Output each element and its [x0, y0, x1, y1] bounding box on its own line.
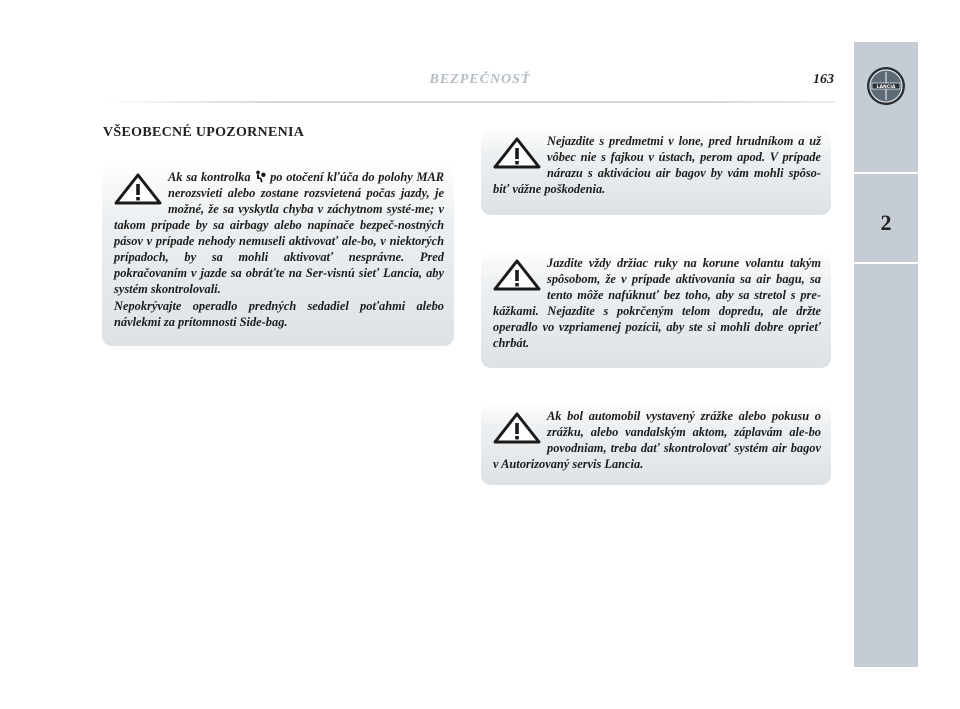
airbag-warning-icon [254, 170, 266, 183]
header-rule [100, 101, 835, 103]
warning-text: Jazdite vždy držiac ruky na korune volantu takým spôsobom, že v prípade aktivovania sa air bagu, sa tento môže nafúknuť bez toho, aby sa stretol s pre-kážkami. Nejazdite s pokrčeným telom dopredu, ale držte operadlo vo vzpriamenej pozícii, aby ste si mohli dobre oprieť chrbát. [493, 256, 821, 350]
warning-triangle-icon [491, 259, 543, 291]
warning-triangle-icon [491, 137, 543, 169]
running-header-title: BEZPEČNOSŤ [429, 72, 531, 87]
warning-text: Nejazdite s predmetmi v lone, pred hrudníkom a už vôbec nie s fajkou v ústach, perom apod. V prípade nárazu s aktiváciou air bagov by vám mohli spôso-biť vážne poškodenia. [493, 134, 821, 196]
logo-text: LANCIA [876, 85, 896, 90]
warning-triangle-icon [112, 173, 164, 205]
warning-box-collision [481, 402, 831, 485]
warning-text-side-bag: Nepokrývajte operadlo predných sedadiel poťahmi alebo návlekmi za prítomnosti Side-bag. [114, 299, 444, 329]
section-heading: VŠEOBECNÉ UPOZORNENIA [103, 125, 305, 140]
warning-text-continued: po otočení kľúča do polohy MAR nerozsvieti alebo zostane rozsvietená počas jazdy, je možné, že sa vyskytla chyba v záchytnom systé-me; v takom prípade by sa airbagy alebo napínače bezpeč-nostných pásov v prípade nehody nemuseli aktivovať ale-bo, v niektorých prípadoch, by sa mohli aktivovať nesprávne. Pred pokračovaním v jazde sa obráťte na Ser-visnú sieť Lancia, aby systém skontrolovali. [114, 170, 445, 296]
warning-text: Ak bol automobil vystavený zrážke alebo pokusu o zrážku, alebo vandalským aktom, záplavám ale-bo povodniam, treba dať skontrolovať systém air bagov v Autorizovaný servis Lancia. [493, 409, 821, 471]
tab-divider-top [854, 172, 918, 174]
warning-text-start: Ak sa kontrolka [168, 170, 251, 184]
warning-box-airbag-light [102, 163, 454, 346]
page-number: 163 [813, 72, 834, 87]
tab-divider-bottom [854, 262, 918, 264]
lancia-logo-icon [866, 66, 906, 106]
chapter-number: 2 [880, 210, 892, 235]
warning-triangle-icon [491, 412, 543, 444]
chapter-side-tab [854, 42, 918, 667]
warning-box-objects [481, 127, 831, 215]
warning-box-steering [481, 249, 831, 368]
